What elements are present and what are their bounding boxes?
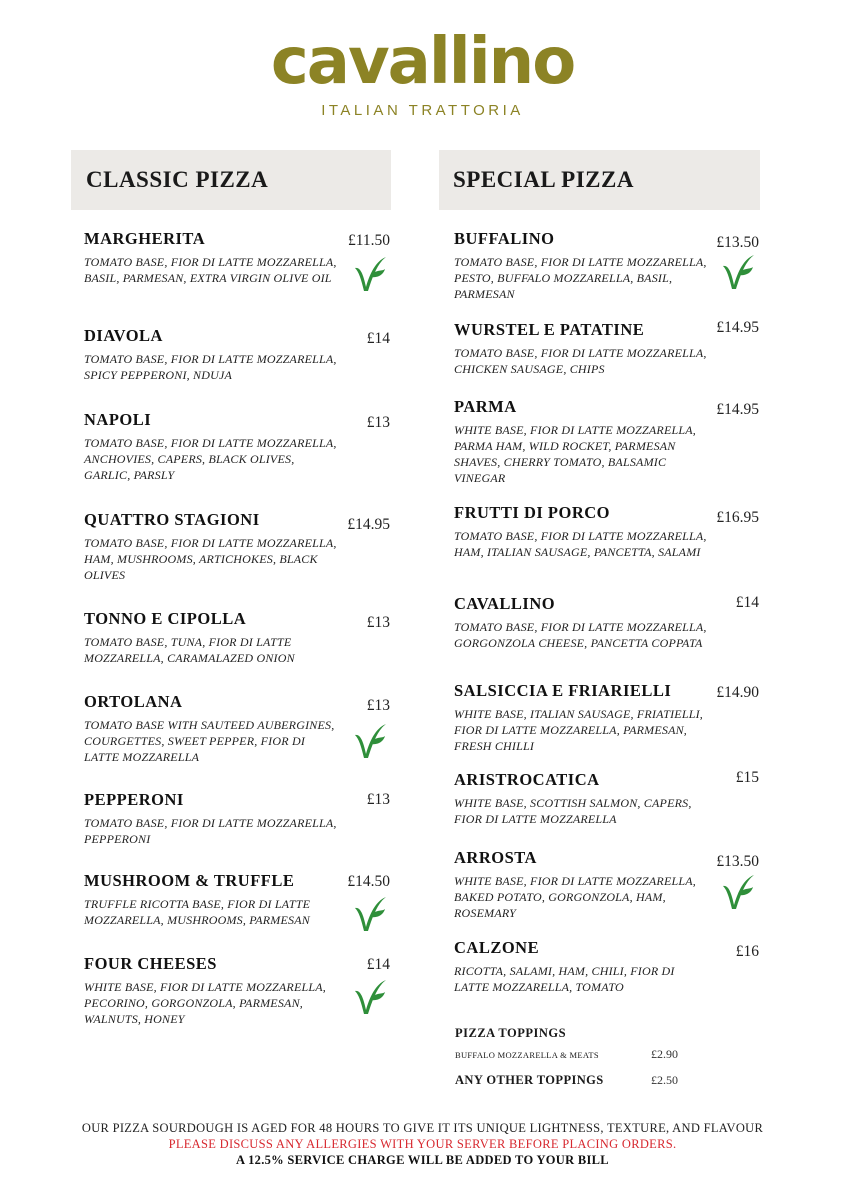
item-name: CAVALLINO <box>454 594 556 613</box>
topping-other-price: £2.50 <box>651 1073 678 1087</box>
item-name: WURSTEL E PATATINE <box>454 320 645 339</box>
footer-notes <box>0 1120 845 1168</box>
brand-tagline: ITALIAN TRATTORIA <box>321 102 524 119</box>
item-name: MUSHROOM & TRUFFLE <box>84 871 295 890</box>
footer-allergy-warning: PLEASE DISCUSS ANY ALLERGIES WITH YOUR SERVER BEFORE PLACING ORDERS. <box>168 1137 677 1151</box>
item-price-wurstel-e-patatine: £14.95 <box>716 319 759 336</box>
menu-item-pepperoni <box>84 790 339 847</box>
classic-pizza-header <box>71 150 391 210</box>
item-price-cavallino: £14 <box>735 594 759 611</box>
item-name: PARMA <box>454 397 517 416</box>
item-price-aristrocatica: £15 <box>735 769 759 786</box>
item-description: TOMATO BASE, FIOR DI LATTE MOZZARELLA, PESTO, BUFFALO MOZZARELLA, BASIL, PARMESAN <box>454 255 707 301</box>
vegetarian-leaf-icon <box>352 722 388 760</box>
item-price-pepperoni: £13 <box>366 791 390 808</box>
menu-item-aristrocatica <box>454 770 710 827</box>
pizza-toppings <box>455 1026 695 1093</box>
item-description: WHITE BASE, SCOTTISH SALMON, CAPERS, FIOR DI LATTE MOZZARELLA <box>454 796 692 826</box>
toppings-title: PIZZA TOPPINGS <box>455 1026 567 1040</box>
menu-item-salsiccia-e-friarielli <box>454 681 710 754</box>
item-description: WHITE BASE, ITALIAN SAUSAGE, FRIATIELLI, FIOR DI LATTE MOZZARELLA, PARMESAN, FRESH CHILLI <box>454 707 703 753</box>
menu-item-quattro-stagioni <box>84 510 339 583</box>
vegetarian-leaf-icon <box>352 255 388 293</box>
menu-item-margherita <box>84 229 339 286</box>
item-description: WHITE BASE, FIOR DI LATTE MOZZARELLA, BAKED POTATO, GORGONZOLA, HAM, ROSEMARY <box>454 874 696 920</box>
item-name: ARISTROCATICA <box>454 770 600 789</box>
item-description: TRUFFLE RICOTTA BASE, FIOR DI LATTE MOZZARELLA, MUSHROOMS, PARMESAN <box>84 897 311 927</box>
vegetarian-leaf-icon <box>720 873 756 911</box>
menu-item-four-cheeses <box>84 954 339 1027</box>
item-price-ortolana: £13 <box>366 697 390 714</box>
item-description: TOMATO BASE, TUNA, FIOR DI LATTE MOZZARELLA, CARAMALAZED ONION <box>84 635 295 665</box>
menu-item-parma <box>454 397 710 486</box>
item-description: WHITE BASE, FIOR DI LATTE MOZZARELLA, PARMA HAM, WILD ROCKET, PARMESAN SHAVES, CHERRY TOMATO, BALSAMIC VINEGAR <box>454 423 696 485</box>
item-price-buffalino: £13.50 <box>716 234 759 251</box>
item-description: TOMATO BASE, FIOR DI LATTE MOZZARELLA, ANCHOVIES, CAPERS, BLACK OLIVES, GARLIC, PARSLY <box>84 436 337 482</box>
item-description: TOMATO BASE, FIOR DI LATTE MOZZARELLA, CHICKEN SAUSAGE, CHIPS <box>454 346 707 376</box>
item-name: QUATTRO STAGIONI <box>84 510 260 529</box>
classic-pizza-title: CLASSIC PIZZA <box>86 167 269 192</box>
menu-item-diavola <box>84 326 339 383</box>
item-price-margherita: £11.50 <box>347 232 390 249</box>
topping-row-other <box>455 1073 695 1093</box>
vegetarian-leaf-icon <box>720 253 756 291</box>
special-pizza-title: SPECIAL PIZZA <box>453 167 634 192</box>
menu-item-frutti-di-porco <box>454 503 710 560</box>
item-name: FOUR CHEESES <box>84 954 217 973</box>
item-name: MARGHERITA <box>84 229 206 248</box>
item-name: SALSICCIA E FRIARIELLI <box>454 681 672 700</box>
item-description: WHITE BASE, FIOR DI LATTE MOZZARELLA, PECORINO, GORGONZOLA, PARMESAN, WALNUTS, HONEY <box>84 980 326 1026</box>
menu-item-buffalino <box>454 229 710 302</box>
vegetarian-leaf-icon <box>352 978 388 1016</box>
item-description: TOMATO BASE, FIOR DI LATTE MOZZARELLA, SPICY PEPPERONI, NDUJA <box>84 352 337 382</box>
item-name: CALZONE <box>454 938 540 957</box>
vegetarian-leaf-icon <box>352 895 388 933</box>
menu-item-arrosta <box>454 848 710 921</box>
item-price-diavola: £14 <box>366 330 390 347</box>
item-description: TOMATO BASE WITH SAUTEED AUBERGINES, COURGETTES, SWEET PEPPER, FIOR DI LATTE MOZZARELLA <box>84 718 335 764</box>
item-price-mushroom-truffle: £14.50 <box>347 873 390 890</box>
item-price-parma: £14.95 <box>716 401 759 418</box>
menu-item-tonno-e-cipolla <box>84 609 339 666</box>
item-price-frutti-di-porco: £16.95 <box>716 509 759 526</box>
item-price-quattro-stagioni: £14.95 <box>347 516 390 533</box>
item-description: TOMATO BASE, FIOR DI LATTE MOZZARELLA, PEPPERONI <box>84 816 337 846</box>
topping-buffalo-price: £2.90 <box>651 1047 678 1061</box>
menu-item-calzone <box>454 938 710 995</box>
item-name: ORTOLANA <box>84 692 183 711</box>
item-description: RICOTTA, SALAMI, HAM, CHILI, FIOR DI LATTE MOZZARELLA, TOMATO <box>454 964 675 994</box>
menu-item-ortolana <box>84 692 339 765</box>
item-name: DIAVOLA <box>84 326 163 345</box>
item-price-arrosta: £13.50 <box>716 853 759 870</box>
item-name: NAPOLI <box>84 410 152 429</box>
item-price-tonno-e-cipolla: £13 <box>366 614 390 631</box>
item-price-calzone: £16 <box>735 943 759 960</box>
item-description: TOMATO BASE, FIOR DI LATTE MOZZARELLA, HAM, ITALIAN SAUSAGE, PANCETTA, SALAMI <box>454 529 707 559</box>
menu-item-napoli <box>84 410 339 483</box>
item-name: PEPPERONI <box>84 790 184 809</box>
brand-header <box>0 22 845 119</box>
topping-buffalo-label: BUFFALO MOZZARELLA & MEATS <box>455 1050 599 1060</box>
item-price-napoli: £13 <box>366 414 390 431</box>
item-name: BUFFALINO <box>454 229 555 248</box>
menu-item-mushroom-truffle <box>84 871 339 928</box>
menu-item-wurstel-e-patatine <box>454 320 710 377</box>
item-name: FRUTTI DI PORCO <box>454 503 611 522</box>
item-description: TOMATO BASE, FIOR DI LATTE MOZZARELLA, GORGONZOLA CHEESE, PANCETTA COPPATA <box>454 620 707 650</box>
item-name: TONNO E CIPOLLA <box>84 609 247 628</box>
item-price-salsiccia-e-friarielli: £14.90 <box>716 684 759 701</box>
footer-service-charge: A 12.5% SERVICE CHARGE WILL BE ADDED TO YOUR BILL <box>236 1153 609 1167</box>
item-description: TOMATO BASE, FIOR DI LATTE MOZZARELLA, HAM, MUSHROOMS, ARTICHOKES, BLACK OLIVES <box>84 536 337 582</box>
brand-logo: cavallino <box>270 25 575 99</box>
menu-item-cavallino <box>454 594 710 651</box>
special-pizza-header <box>439 150 760 210</box>
topping-other-label: ANY OTHER TOPPINGS <box>455 1073 604 1087</box>
item-price-four-cheeses: £14 <box>366 956 390 973</box>
item-name: ARROSTA <box>454 848 537 867</box>
footer-sourdough-note: OUR PIZZA SOURDOUGH IS AGED FOR 48 HOURS TO GIVE IT ITS UNIQUE LIGHTNESS, TEXTURE, AND FLAVOUR <box>81 1121 764 1135</box>
topping-row-buffalo <box>455 1046 695 1066</box>
item-description: TOMATO BASE, FIOR DI LATTE MOZZARELLA, BASIL, PARMESAN, EXTRA VIRGIN OLIVE OIL <box>84 255 337 285</box>
